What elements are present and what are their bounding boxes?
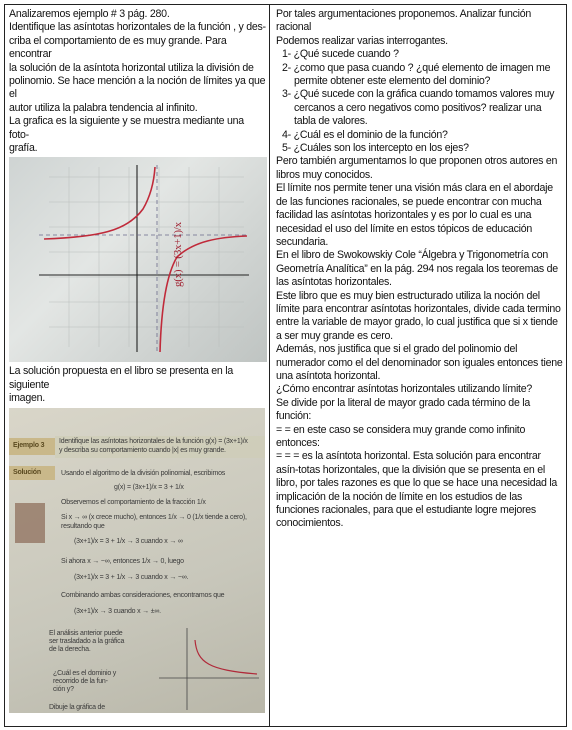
graph-formula: g(x) = (3x+1)/x bbox=[172, 222, 184, 288]
textbook-line: resultando que bbox=[61, 522, 105, 530]
textbook-line: Combinando ambas consideraciones, encontramos que bbox=[61, 591, 225, 599]
textbook-line: recorrido de la fun- bbox=[53, 677, 108, 685]
document-table bbox=[4, 4, 567, 727]
left-intro-line: Identifique las asíntotas horizontales de la función , y des- bbox=[9, 21, 266, 34]
textbook-line: Usando el algoritmo de la división polinomial, escribimos bbox=[61, 469, 226, 477]
textbook-line: de la derecha. bbox=[49, 645, 91, 653]
left-intro-line: grafía. bbox=[9, 142, 38, 155]
textbook-line: (3x+1)/x = 3 + 1/x → 3 cuando x → −∞. bbox=[74, 573, 189, 581]
graph-photo bbox=[9, 157, 267, 362]
textbook-line: y describa su comportamiento cuando |x| es muy grande. bbox=[59, 446, 226, 454]
body-paragraph: = = en este caso se considera muy grande como infinito entonces: bbox=[276, 423, 526, 449]
body-paragraph: El límite nos permite tener una visión más clara en el abordaje de las funciones racionales, se puede encontrar con mucha facilidad las asíntotas horizontales y es por lo cual es una necesidad el uso del límite en estos tópicos de educación secundaria. bbox=[276, 182, 553, 248]
left-intro-line: criba el comportamiento de es muy grande. Para encontrar bbox=[9, 34, 227, 61]
textbook-line: ser trasladado a la gráfica bbox=[49, 637, 125, 645]
textbook-line: Si ahora x → −∞, entonces 1/x → 0, luego bbox=[61, 557, 184, 565]
textbook-line: Dibuje la gráfica de bbox=[49, 703, 105, 711]
grid-lines bbox=[49, 167, 244, 347]
textbook-line: Observemos el comportamiento de la fracción 1/x bbox=[61, 498, 206, 506]
textbook-line: Identifique las asíntotas horizontales de la función g(x) = (3x+1)/x bbox=[59, 437, 248, 445]
body-paragraph: En el libro de Swokowskiy Cole “Álgebra y Trigonometría con Geometría Analítica” en la pág. 294 nos regala los teoremas de las asíntotas horizontales. bbox=[276, 249, 558, 289]
question-item: 4- ¿Cuál es el dominio de la función? bbox=[282, 128, 448, 141]
textbook-line: El análisis anterior puede bbox=[49, 629, 123, 637]
left-intro-line: La grafica es la siguiente y se muestra mediante una foto- bbox=[9, 115, 244, 141]
column-divider bbox=[269, 5, 270, 726]
small-curve bbox=[195, 640, 257, 674]
question-item: 3- ¿Qué sucede con la gráfica cuando tomamos valores muy cercanos a cero negativos como positivos? realizar una tabla de valores. bbox=[282, 88, 555, 128]
left-column bbox=[9, 8, 266, 713]
question-item: 1- ¿Qué sucede cuando ? bbox=[282, 48, 399, 61]
question-item: 2- ¿como que pasa cuando ? ¿qué elemento de imagen me permite obtener este elemento del dominio? bbox=[282, 61, 551, 88]
portrait-image bbox=[15, 503, 45, 543]
question-item: 5- ¿Cuáles son los intercepto en los ejes? bbox=[282, 142, 469, 155]
left-intro-line: la solución de la asíntota horizontal utiliza la división de bbox=[9, 61, 254, 74]
body-paragraph: Este libro que es muy bien estructurado utiliza la noción del límite para encontrar asíntotas horizontales, divide cada termino entre la variable de mayor grado, lo cual justifica que si x tiende a ser muy grande es cero. bbox=[276, 289, 561, 342]
right-intro-line: Podemos realizar varias interrogantes. bbox=[276, 34, 448, 47]
left-intro-line: polinomio. Se hace mención a la noción de límites ya que el bbox=[9, 75, 266, 101]
body-paragraph: Además, nos justifica que si el grado del polinomio del numerador como el del denominador son iguales entonces tiene una asíntota horizontal. bbox=[276, 343, 563, 382]
right-intro-line: Por tales argumentaciones proponemos. Analizar función racional bbox=[276, 8, 532, 34]
body-paragraph: Se divide por la literal de mayor grado cada término de la función: bbox=[276, 396, 531, 423]
left-intro-line: Analizaremos ejemplo # 3 pág. 280. bbox=[9, 8, 170, 20]
textbook-line: ¿Cuál es el dominio y bbox=[53, 669, 117, 677]
textbook-line: (3x+1)/x = 3 + 1/x → 3 cuando x → ∞ bbox=[74, 537, 183, 545]
textbook-photo bbox=[9, 408, 265, 713]
left-solution-line: imagen. bbox=[9, 392, 45, 405]
graph-photo-drawing bbox=[9, 157, 267, 362]
solucion-tag-text: Solución bbox=[13, 468, 41, 476]
body-paragraph: Pero también argumentamos lo que proponen otros autores en libros muy conocidos. bbox=[276, 155, 558, 181]
textbook-line: ción y? bbox=[53, 685, 74, 693]
textbook-line: (3x+1)/x → 3 cuando x → ±∞. bbox=[74, 607, 161, 615]
body-paragraph: ¿Cómo encontrar asíntotas horizontales utilizando límite? bbox=[276, 383, 533, 396]
textbook-line: g(x) = (3x+1)/x = 3 + 1/x bbox=[114, 483, 184, 491]
curve-left-branch bbox=[44, 167, 155, 239]
left-intro-line: autor utiliza la palabra tendencia al infinito. bbox=[9, 101, 198, 114]
left-solution-line: La solución propuesta en el libro se presenta en la siguiente bbox=[9, 365, 234, 391]
ejemplo-tag-text: Ejemplo 3 bbox=[13, 441, 45, 449]
textbook-line: Si x → ∞ (x crece mucho), entonces 1/x → 0 (1/x tiende a cero), bbox=[61, 513, 247, 521]
right-column bbox=[276, 8, 563, 531]
body-paragraph: = = = es la asíntota horizontal. Esta solución para encontrar asín-totas horizontales, que la división que se presenta en el libro, por tales razones es que lo que se hace una necesidad la implicación de la noción de límite en los estudios de las funciones racionales, para que el estudiante logre mejores conocimientos. bbox=[276, 450, 558, 530]
